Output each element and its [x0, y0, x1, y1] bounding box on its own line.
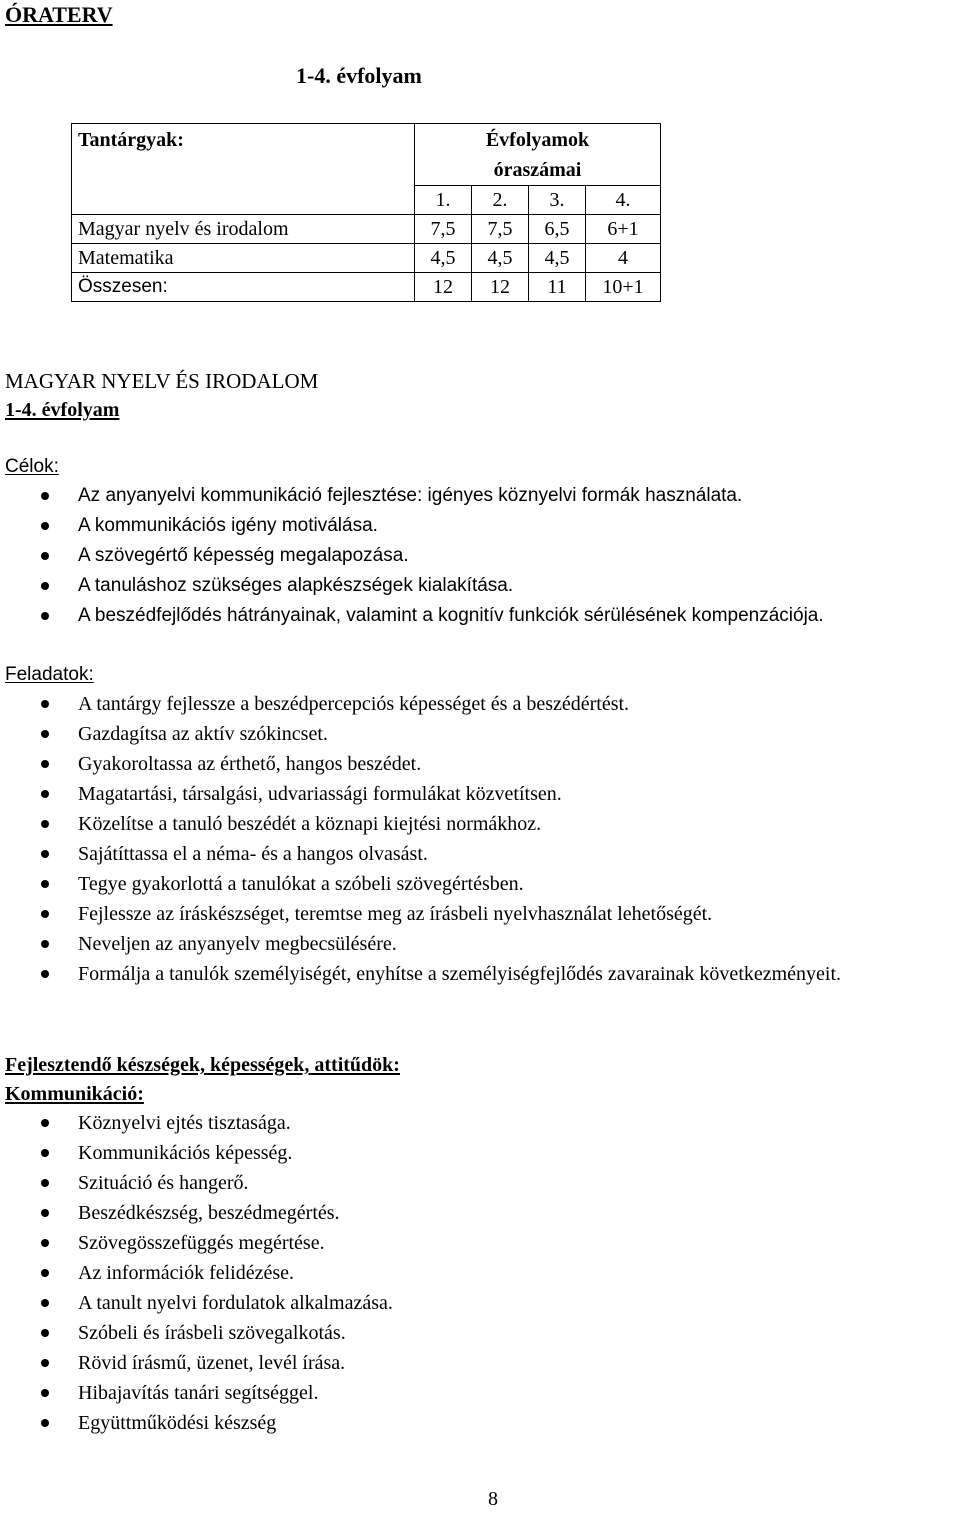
- list-item: Együttműködési készség: [0, 1408, 955, 1438]
- list-item: Köznyelvi ejtés tisztasága.: [0, 1108, 955, 1138]
- bullet-icon: [41, 880, 49, 888]
- bullet-icon: [41, 1179, 49, 1187]
- grade-labels-blank: [72, 186, 415, 215]
- subject-cell: Matematika: [72, 244, 415, 273]
- bullet-icon: [41, 1389, 49, 1397]
- list-item: Beszédkészség, beszédmegértés.: [0, 1198, 955, 1228]
- goals-list: [0, 481, 955, 631]
- list-item: Hibajavítás tanári segítséggel.: [0, 1378, 955, 1408]
- bullet-icon: [41, 820, 49, 828]
- bullet-icon: [41, 552, 49, 560]
- list-item: Gyakoroltassa az érthető, hangos beszédet.: [0, 749, 955, 779]
- document-subtitle: 1-4. évfolyam: [296, 63, 422, 88]
- list-item: Szövegösszefüggés megértése.: [0, 1228, 955, 1258]
- list-item: Tegye gyakorlottá a tanulókat a szóbeli szövegértésben.: [0, 869, 955, 899]
- bullet-icon: [41, 760, 49, 768]
- skills-list: [0, 1108, 955, 1438]
- hours-cell: 6+1: [586, 215, 661, 244]
- tasks-list: [0, 689, 955, 1019]
- list-item: A tantárgy fejlessze a beszédpercepciós képességet és a beszédértést.: [0, 689, 955, 719]
- hours-cell: 7,5: [472, 215, 529, 244]
- grade-labels-row: [72, 186, 661, 215]
- list-item: A szövegértő képesség megalapozása.: [0, 541, 955, 571]
- hours-table: [71, 123, 661, 302]
- subject-title: MAGYAR NYELV ÉS IRODALOM: [5, 369, 319, 393]
- table-row: [72, 215, 661, 244]
- bullet-icon: [41, 1239, 49, 1247]
- bullet-icon: [41, 1419, 49, 1427]
- skills-heading: Fejlesztendő készségek, képességek, attitűdök:: [5, 1054, 400, 1076]
- bullet-icon: [41, 612, 49, 620]
- bullet-icon: [41, 1359, 49, 1367]
- bullet-icon: [41, 582, 49, 590]
- bullet-icon: [41, 1119, 49, 1127]
- list-item: Neveljen az anyanyelv megbecsülésére.: [0, 929, 955, 959]
- list-item: Közelítse a tanuló beszédét a köznapi kiejtési normákhoz.: [0, 809, 955, 839]
- list-item: A tanuláshoz szükséges alapkészségek kialakítása.: [0, 571, 955, 601]
- subject-cell: Magyar nyelv és irodalom: [72, 215, 415, 244]
- hours-cell: 4,5: [415, 244, 472, 273]
- page-number: 8: [488, 1488, 498, 1510]
- table-row: [72, 273, 661, 302]
- communication-subheading: Kommunikáció:: [5, 1083, 144, 1105]
- bullet-icon: [41, 790, 49, 798]
- list-item: Gazdagítsa az aktív szókincset.: [0, 719, 955, 749]
- list-item: A beszédfejlődés hátrányainak, valamint a kognitív funkciók sérülésének kompenzációja.: [0, 601, 955, 631]
- bullet-icon: [41, 970, 49, 978]
- hours-cell: 4,5: [529, 244, 586, 273]
- goals-heading: Célok:: [5, 456, 59, 477]
- hours-cell: 6,5: [529, 215, 586, 244]
- grades-header: Évfolyamok óraszámai: [415, 124, 661, 186]
- grade-label: 3.: [529, 186, 586, 215]
- hours-cell: 11: [529, 273, 586, 302]
- table-header-row: [72, 124, 661, 186]
- bullet-icon: [41, 850, 49, 858]
- bullet-icon: [41, 1269, 49, 1277]
- list-item: Szóbeli és írásbeli szövegalkotás.: [0, 1318, 955, 1348]
- list-item: A kommunikációs igény motiválása.: [0, 511, 955, 541]
- hours-cell: 4: [586, 244, 661, 273]
- list-item: Szituáció és hangerő.: [0, 1168, 955, 1198]
- grade-label: 1.: [415, 186, 472, 215]
- bullet-icon: [41, 522, 49, 530]
- hours-cell: 10+1: [586, 273, 661, 302]
- bullet-icon: [41, 1299, 49, 1307]
- subject-grade: 1-4. évfolyam: [5, 399, 120, 421]
- grade-label: 4.: [586, 186, 661, 215]
- hours-cell: 4,5: [472, 244, 529, 273]
- hours-cell: 12: [472, 273, 529, 302]
- bullet-icon: [41, 910, 49, 918]
- list-item: Sajátíttassa el a néma- és a hangos olvasást.: [0, 839, 955, 869]
- hours-cell: 12: [415, 273, 472, 302]
- list-item: Az anyanyelvi kommunikáció fejlesztése: igényes köznyelvi formák használata.: [0, 481, 955, 511]
- bullet-icon: [41, 1329, 49, 1337]
- bullet-icon: [41, 1209, 49, 1217]
- list-item: Kommunikációs képesség.: [0, 1138, 955, 1168]
- bullet-icon: [41, 700, 49, 708]
- list-item: A tanult nyelvi fordulatok alkalmazása.: [0, 1288, 955, 1318]
- list-item: Fejlessze az íráskészséget, teremtse meg az írásbeli nyelvhasználat lehetőségét.: [0, 899, 955, 929]
- document-title: ÓRATERV: [5, 2, 113, 27]
- table-row: [72, 244, 661, 273]
- bullet-icon: [41, 492, 49, 500]
- hours-cell: 7,5: [415, 215, 472, 244]
- grade-label: 2.: [472, 186, 529, 215]
- tasks-heading: Feladatok:: [5, 664, 94, 685]
- bullet-icon: [41, 940, 49, 948]
- list-item: Az információk felidézése.: [0, 1258, 955, 1288]
- list-item: Rövid írásmű, üzenet, levél írása.: [0, 1348, 955, 1378]
- bullet-icon: [41, 730, 49, 738]
- subjects-header: Tantárgyak:: [72, 124, 415, 186]
- list-item: Magatartási, társalgási, udvariassági formulákat közvetítsen.: [0, 779, 955, 809]
- subject-cell: Összesen:: [72, 273, 415, 302]
- bullet-icon: [41, 1149, 49, 1157]
- list-item: Formálja a tanulók személyiségét, enyhítse a személyiségfejlődés zavarainak következményeit.: [0, 959, 858, 1019]
